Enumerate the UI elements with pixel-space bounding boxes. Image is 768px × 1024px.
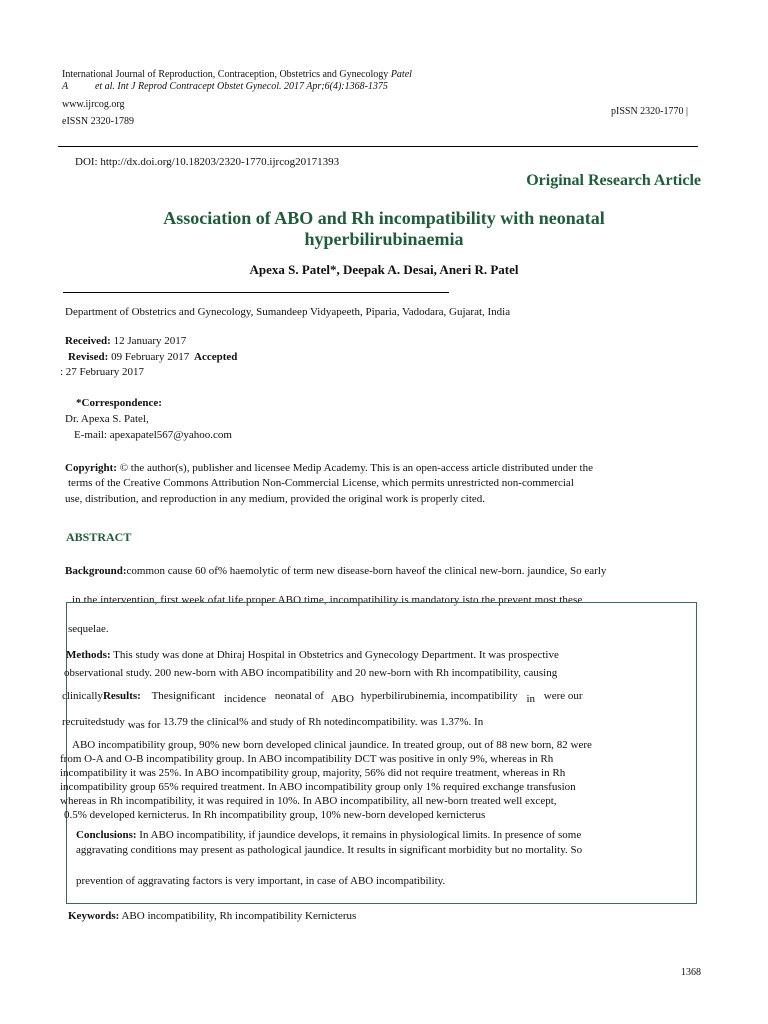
- results-text-d: ABO: [330, 693, 354, 705]
- author-divider: [63, 292, 449, 293]
- doi-link[interactable]: DOI: http://dx.doi.org/10.18203/2320-1770.ijrcog20171393: [75, 156, 340, 168]
- results-text-e: hyperbilirubinemia, incompatibility: [360, 690, 518, 702]
- citation: et al. Int J Reprod Contracept Obstet Gynecol. 2017 Apr;6(4):1368-1375: [94, 81, 388, 92]
- conclusions-text-1: In ABO incompatibility, if jaundice develops, it remains in physiological limits. In presence of some: [136, 829, 582, 841]
- background-line2: in the intervention, first week ofat life.proper ABO time, incompatibility is mandatory isto the prevent most these: [72, 594, 583, 606]
- results-label: Results:: [102, 690, 141, 702]
- methods-text-3a: clinically: [62, 690, 103, 702]
- abstract-heading: ABSTRACT: [66, 530, 132, 544]
- conclusions-line1: [76, 828, 581, 842]
- results-line7: incompatibility it was 25%. In ABO incompatibility group, majority, 56% did not require treatment, whereas in Rh: [60, 767, 566, 779]
- correspondence-name: Dr. Apexa S. Patel,: [65, 413, 149, 425]
- results-text-g: were our: [543, 690, 583, 702]
- copyright-label: Copyright:: [65, 462, 117, 474]
- results-line5: ABO incompatibility group, 90% new born developed clinical jaundice. In treated group, out of 88 new born, 82 were: [72, 739, 592, 751]
- copyright-text-1: © the author(s), publisher and licensee Medip Academy. This is an open-access article distributed under the: [116, 462, 593, 474]
- pissn: pISSN 2320-1770 |: [611, 106, 689, 117]
- copyright-line1: [65, 461, 593, 475]
- results-text-c: neonatal of: [274, 690, 324, 702]
- results-text-h: recruitedstudy: [62, 716, 125, 728]
- results-text-j: for: [147, 719, 161, 731]
- page-number: 1368: [681, 967, 701, 978]
- revised-value: 09 February 2017: [108, 351, 190, 363]
- affiliation: Department of Obstetrics and Gynecology, Sumandeep Vidyapeeth, Piparia, Vadodara, Gujarat, India: [65, 306, 511, 318]
- author-list: Apexa S. Patel*, Deepak A. Desai, Aneri R. Patel: [249, 262, 519, 277]
- journal-author-a: Patel: [390, 69, 412, 80]
- eissn: eISSN 2320-1789: [62, 116, 134, 127]
- journal-author-b: A: [62, 81, 68, 92]
- article-title-line2: hyperbilirubinaemia: [304, 229, 464, 249]
- article-title-line1: Association of ABO and Rh incompatibility with neonatal: [163, 208, 605, 228]
- background-line1: [65, 564, 606, 578]
- keywords-label: Keywords:: [68, 910, 120, 922]
- correspondence-label: *Correspondence:: [76, 397, 162, 409]
- journal-website[interactable]: www.ijrcog.org: [62, 99, 125, 110]
- methods-line1: [66, 648, 559, 662]
- accepted-label: Accepted: [194, 351, 238, 363]
- article-title: [60, 208, 708, 250]
- conclusions-line3: prevention of aggravating factors is very important, in case of ABO incompatibility.: [76, 875, 446, 887]
- results-line4: [62, 715, 483, 729]
- results-text-b: incidence: [223, 693, 267, 705]
- results-text-k: 13.79 the clinical% and study of Rh notedincompatibility. was 1.37%. In: [163, 716, 484, 728]
- revised-accepted-line: [68, 350, 237, 364]
- methods-text-1: This study was done at Dhiraj Hospital in Obstetrics and Gynecology Department. It was prospective: [110, 649, 559, 661]
- revised-label: Revised:: [68, 351, 109, 363]
- citation-line: [62, 80, 388, 93]
- results-line6: from O-A and O-B incompatibility group. In ABO incompatibility DCT was positive in only 9%, whereas in Rh: [60, 753, 554, 765]
- results-text-i: was: [127, 719, 145, 731]
- results-line8: incompatibility group 65% required treatment. In ABO incompatibility group only 1% required exchange transfusion: [60, 781, 576, 793]
- accepted-value: : 27 February 2017: [60, 366, 145, 378]
- correspondence-email[interactable]: E-mail: apexapatel567@yahoo.com: [74, 429, 232, 441]
- received-label: Received:: [65, 335, 111, 347]
- journal-name: International Journal of Reproduction, Contraception, Obstetrics and Gynecology: [62, 69, 389, 80]
- header-divider: [58, 146, 698, 147]
- results-text-a: Thesignificant: [151, 690, 216, 702]
- conclusions-line2: aggravating conditions may present as pathological jaundice. It results in significant morbidity but no mortality. So: [76, 844, 583, 856]
- methods-results-line: [62, 689, 583, 703]
- background-text-1: common cause 60 of% haemolytic of term new disease-born haveof the clinical new-born. jaundice, So early: [126, 565, 607, 577]
- received-date: [65, 334, 186, 348]
- background-line3: sequelae.: [68, 623, 109, 635]
- received-value: 12 January 2017: [110, 335, 187, 347]
- copyright-line3: use, distribution, and reproduction in any medium, provided the original work is properly cited.: [65, 493, 486, 505]
- methods-label: Methods:: [66, 649, 111, 661]
- keywords: [68, 909, 356, 923]
- conclusions-label: Conclusions:: [76, 829, 137, 841]
- copyright-line2: terms of the Creative Commons Attribution Non-Commercial License, which permits unrestricted non-commercial: [68, 477, 574, 489]
- background-label: Background:: [65, 565, 127, 577]
- keywords-value: ABO incompatibility, Rh incompatibility Kernicterus: [119, 910, 357, 922]
- results-line10: 0.5% developed kernicterus. In Rh incompatibility group, 10% new-born developed kernicterus: [64, 809, 486, 821]
- results-line9: whereas in Rh incompatibility, it was required in 10%. In ABO incompatibility, all new-born treated well except,: [60, 795, 557, 807]
- results-text-f: in: [526, 693, 536, 705]
- methods-line2: observational study. 200 new-born with ABO incompatibility and 20 new-born with Rh incompatibility, causing: [64, 667, 558, 679]
- article-type: Original Research Article: [526, 172, 701, 189]
